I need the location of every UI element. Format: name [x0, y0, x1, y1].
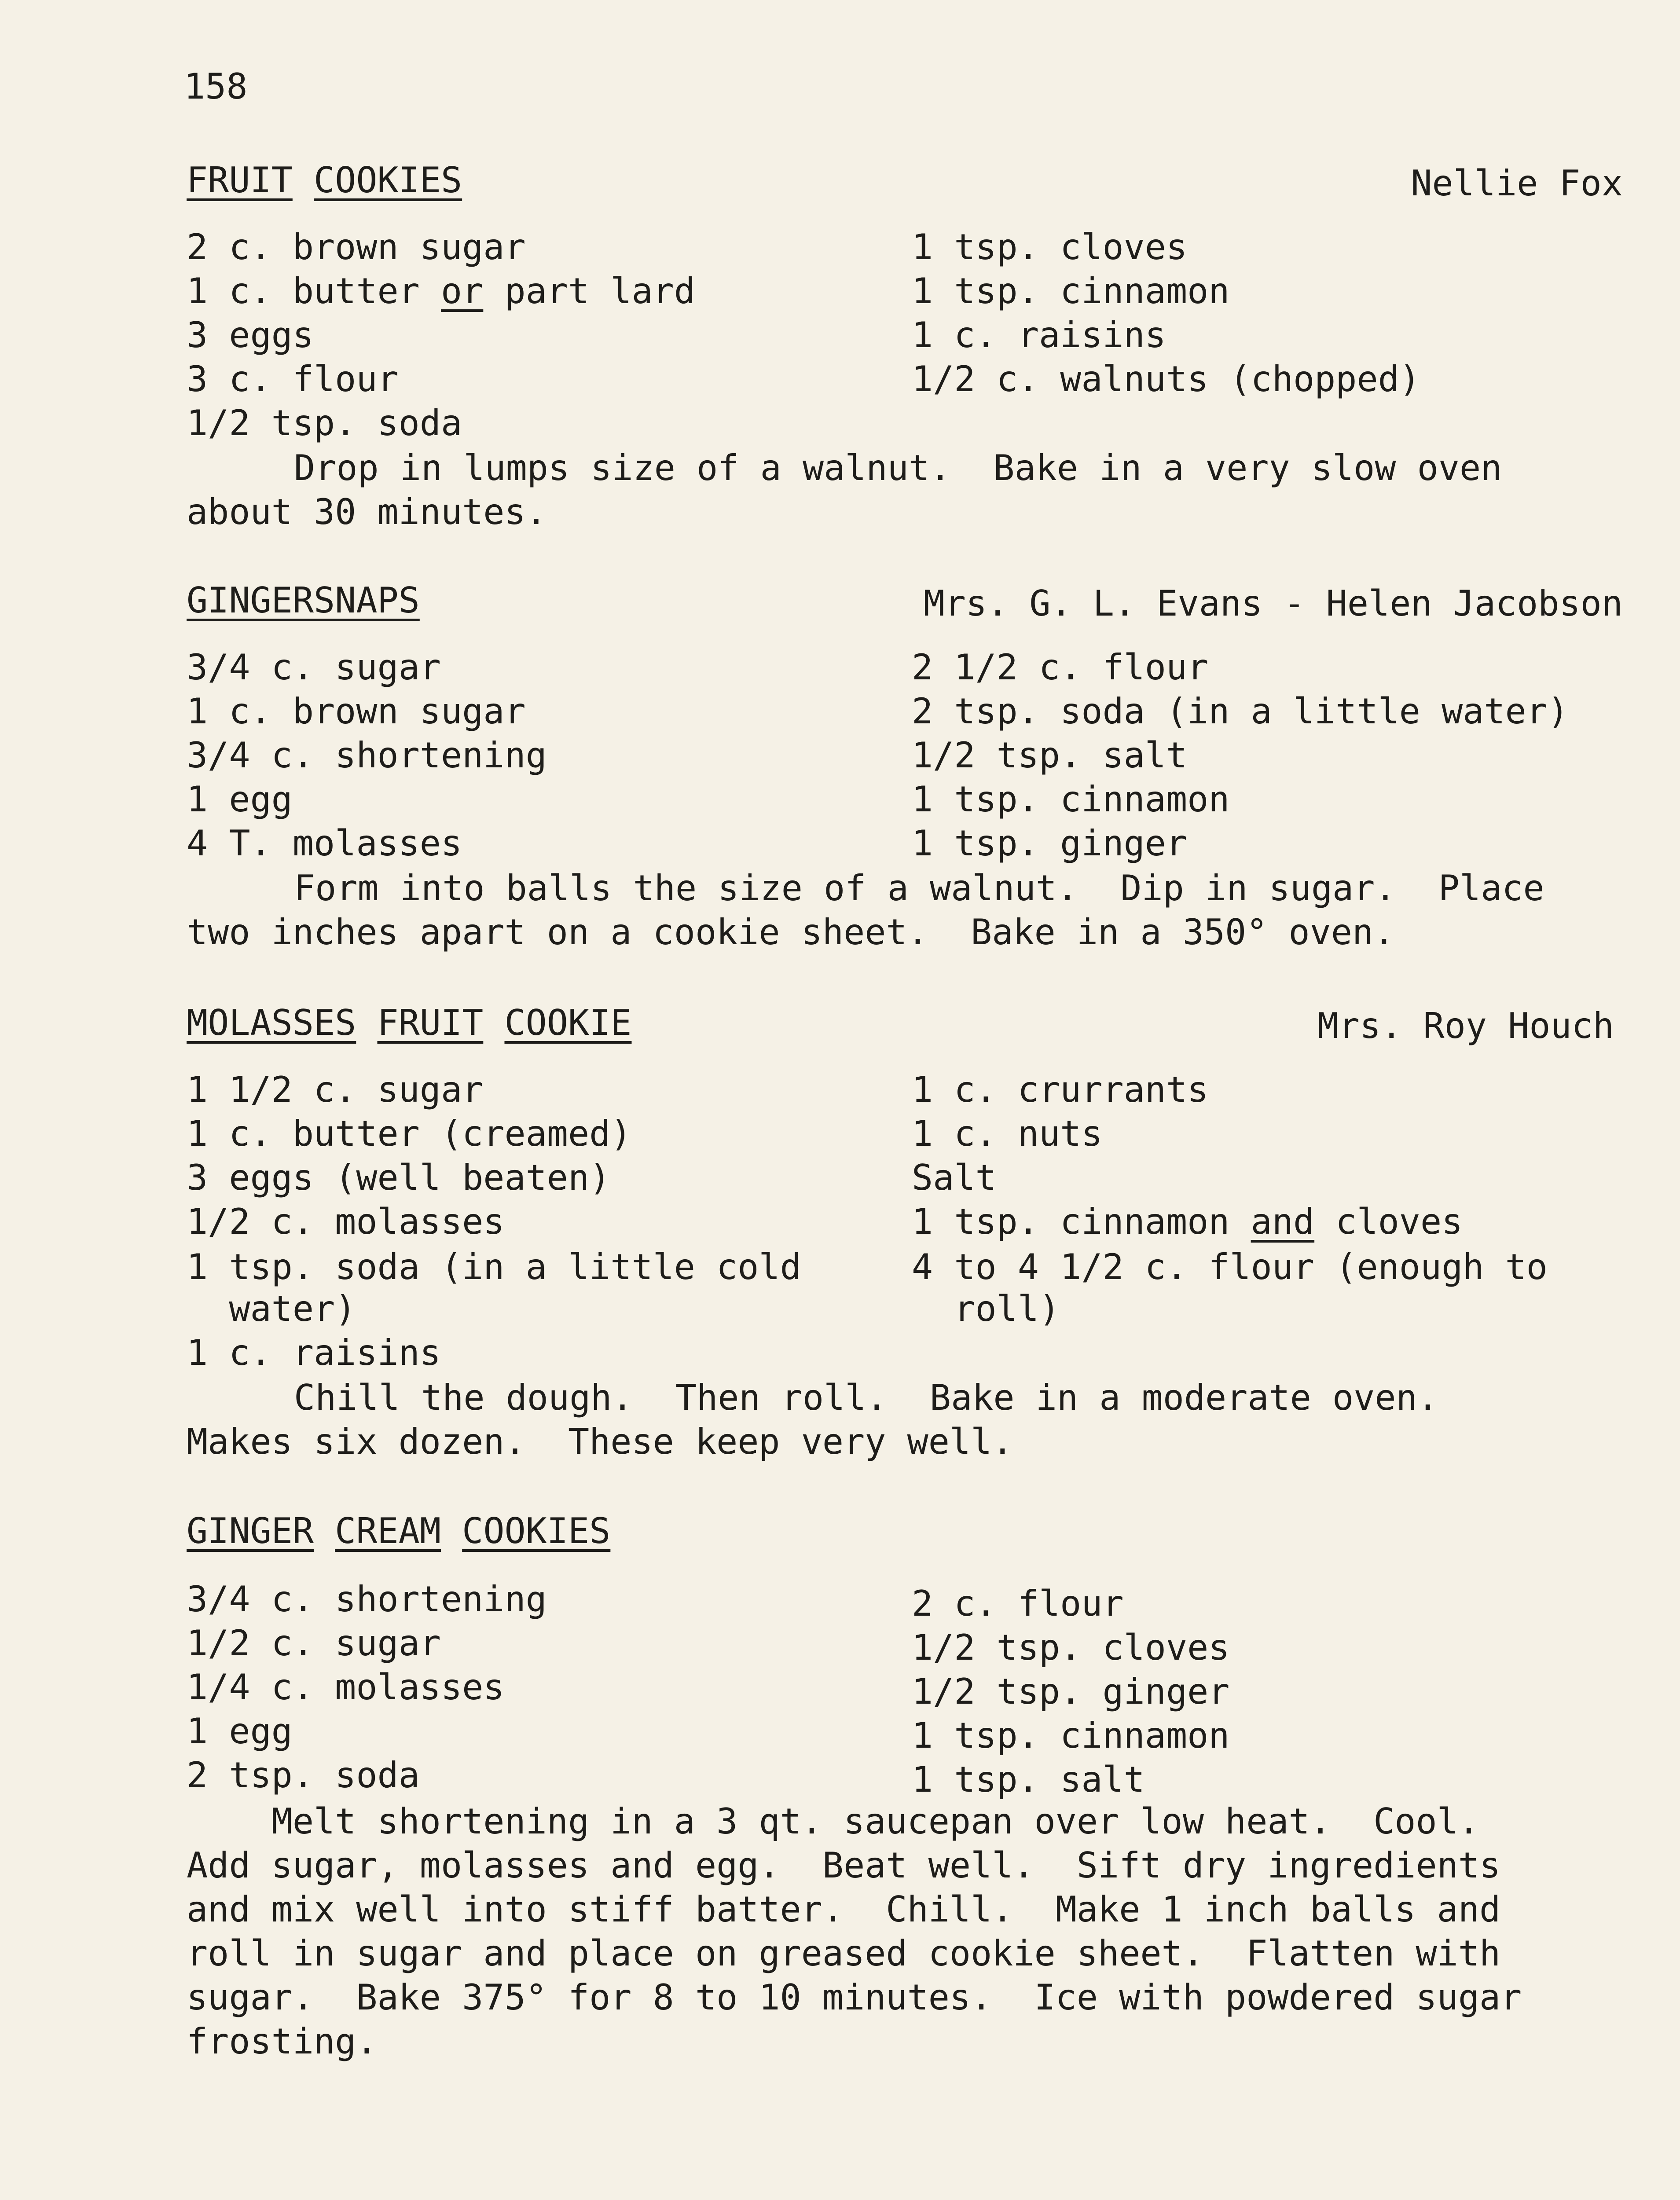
ingredient: 3 eggs (well beaten)	[187, 1157, 611, 1198]
ingredient: 1 c. butter or part lard	[187, 271, 695, 312]
ingredient: Salt	[912, 1157, 997, 1198]
ingredient: 1 tsp. cloves	[912, 227, 1188, 268]
ingredient: 1/2 c. sugar	[187, 1623, 441, 1664]
ingredient: 1 c. raisins	[912, 315, 1166, 356]
ingredient: 2 tsp. soda	[187, 1755, 420, 1796]
ingredient: 2 c. flour	[912, 1583, 1124, 1624]
ingredient: 1/2 c. molasses	[187, 1201, 505, 1242]
ingredient: 1 tsp. cinnamon	[912, 271, 1230, 312]
recipe-author: Nellie Fox	[1411, 163, 1623, 204]
ingredient: 2 c. brown sugar	[187, 227, 526, 268]
ingredient: 1 c. butter (creamed)	[187, 1113, 632, 1154]
directions-line: Chill the dough. Then roll. Bake in a moderate oven.	[294, 1377, 1438, 1418]
recipe-title: MOLASSES FRUIT COOKIE	[187, 1002, 632, 1043]
ingredient: 1 tsp. cinnamon	[912, 1715, 1230, 1756]
ingredient: 3 eggs	[187, 315, 314, 356]
directions-line: Drop in lumps size of a walnut. Bake in a very slow oven	[294, 447, 1502, 488]
directions-line: Form into balls the size of a walnut. Dip in sugar. Place	[294, 868, 1544, 909]
ingredient: 1 egg	[187, 779, 293, 820]
page-number: 158	[184, 66, 248, 107]
ingredient: 1/2 tsp. soda	[187, 403, 462, 444]
recipe-author: Mrs. Roy Houch	[1317, 1005, 1614, 1046]
recipe-title: GINGERSNAPS	[187, 580, 420, 621]
ingredient: 1 tsp. cinnamon	[912, 779, 1230, 820]
directions-line: frosting.	[187, 2021, 378, 2062]
ingredient: 3/4 c. shortening	[187, 735, 547, 776]
ingredient: 1 tsp. cinnamon and cloves	[912, 1201, 1463, 1242]
ingredient: roll)	[912, 1288, 1060, 1329]
recipe-title: GINGER CREAM COOKIES	[187, 1511, 611, 1551]
ingredient: 1 1/2 c. sugar	[187, 1069, 484, 1110]
ingredient: 1 tsp. ginger	[912, 823, 1188, 864]
directions-line: Melt shortening in a 3 qt. saucepan over low heat. Cool.	[187, 1801, 1480, 1842]
ingredient: 1 egg	[187, 1711, 293, 1752]
ingredient: 2 tsp. soda (in a little water)	[912, 691, 1569, 732]
ingredient: 4 to 4 1/2 c. flour (enough to	[912, 1247, 1548, 1287]
ingredient: 1/2 tsp. cloves	[912, 1627, 1230, 1668]
ingredient: 1 tsp. soda (in a little cold	[187, 1247, 801, 1287]
ingredient: water)	[187, 1288, 356, 1329]
ingredient: 1/2 c. walnuts (chopped)	[912, 359, 1420, 400]
ingredient: 3/4 c. sugar	[187, 647, 441, 688]
recipe-author: Mrs. G. L. Evans - Helen Jacobson	[923, 583, 1623, 624]
ingredient: 4 T. molasses	[187, 823, 462, 864]
ingredient: 3 c. flour	[187, 359, 399, 400]
ingredient: 1/2 tsp. salt	[912, 735, 1188, 776]
ingredient: 1 c. nuts	[912, 1113, 1103, 1154]
recipe-title: FRUIT COOKIES	[187, 160, 462, 201]
ingredient: 1 tsp. salt	[912, 1759, 1145, 1800]
directions-line: about 30 minutes.	[187, 491, 547, 532]
directions-line: Makes six dozen. These keep very well.	[187, 1421, 1013, 1462]
directions-line: Add sugar, molasses and egg. Beat well. Sift dry ingredients	[187, 1845, 1501, 1886]
ingredient: 1 c. brown sugar	[187, 691, 526, 732]
directions-line: roll in sugar and place on greased cookie sheet. Flatten with	[187, 1933, 1501, 1974]
ingredient: 1 c. crurrants	[912, 1069, 1209, 1110]
directions-line: and mix well into stiff batter. Chill. Make 1 inch balls and	[187, 1889, 1501, 1930]
ingredient: 1/4 c. molasses	[187, 1667, 505, 1708]
directions-line: sugar. Bake 375° for 8 to 10 minutes. Ice with powdered sugar	[187, 1977, 1522, 2018]
directions-line: two inches apart on a cookie sheet. Bake in a 350° oven.	[187, 912, 1395, 953]
ingredient: 2 1/2 c. flour	[912, 647, 1209, 688]
ingredient: 1 c. raisins	[187, 1332, 441, 1373]
ingredient: 1/2 tsp. ginger	[912, 1671, 1230, 1712]
ingredient: 3/4 c. shortening	[187, 1579, 547, 1620]
